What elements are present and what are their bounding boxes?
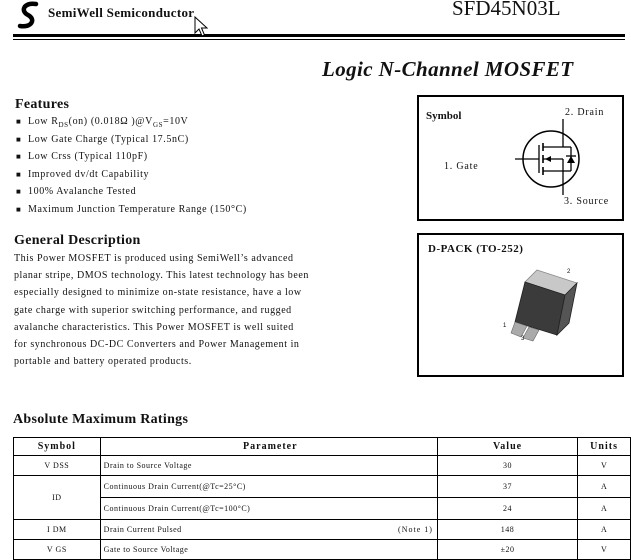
description-line: for synchronous DC-DC Converters and Power Management in [14, 339, 300, 351]
table-row [14, 456, 631, 476]
table-row [14, 498, 631, 520]
unit-cell: A [578, 498, 631, 520]
feature-item: ■ Low $R_{DS}(on)$ (0.018Ω )$@V_{GS}=10V$ [16, 116, 189, 129]
unit-cell: A [578, 520, 631, 540]
source-label: 3. Source [564, 196, 609, 207]
gate-label: 1. Gate [444, 161, 479, 172]
mosfet-symbol-icon [511, 119, 591, 195]
semiwell-logo-icon [14, 1, 44, 29]
package-box [417, 233, 624, 377]
unit-cell: V [578, 540, 631, 560]
table-row [14, 540, 631, 560]
table-row [14, 520, 631, 540]
pin-1-label: 1 [503, 323, 507, 329]
col-header-units: Units [578, 438, 631, 456]
value-cell: 30 [437, 456, 577, 476]
header-rule-thin [13, 39, 625, 40]
description-line: avalanche characteristics. This Power MOSFET is well suited [14, 321, 294, 333]
parameter-cell: Continuous Drain Current(@Tc=25°C) [100, 476, 437, 498]
general-description-text [14, 250, 349, 370]
description-line: gate charge with superior switching performance, and rugged [14, 304, 292, 316]
dpak-package-image-icon [497, 265, 592, 350]
parameter-cell: Continuous Drain Current(@Tc=100°C) [100, 498, 437, 520]
general-description-heading: General Description [14, 233, 141, 248]
note-reference: (Note 1) [398, 525, 433, 534]
pin-2-label: 2 [567, 269, 571, 275]
drain-label: 2. Drain [565, 107, 605, 118]
table-header-row [14, 438, 631, 456]
parameter-cell: Gate to Source Voltage [100, 540, 437, 560]
parameter-cell [100, 520, 437, 540]
value-cell: ±20 [437, 540, 577, 560]
symbol-cell: I DM [14, 520, 101, 540]
table-row [14, 476, 631, 498]
symbol-box [417, 95, 624, 221]
parameter-cell: Drain to Source Voltage [100, 456, 437, 476]
feature-item: ■ Improved dv/dt Capability [16, 168, 150, 180]
feature-item: ■ 100% Avalanche Tested [16, 186, 137, 198]
value-cell: 37 [437, 476, 577, 498]
feature-item: ■ Low Gate Charge (Typical 17.5nC) [16, 133, 189, 145]
description-line: especially designed to minimize on-state resistance, have a low [14, 287, 302, 299]
mouse-cursor-icon [194, 16, 208, 38]
feature-item: ■ Maximum Junction Temperature Range (150°C) [16, 203, 247, 215]
description-line: portable and battery operated products. [14, 356, 192, 368]
symbol-cell: V DSS [14, 456, 101, 476]
description-line: This Power MOSFET is produced using SemiWell’s advanced [14, 253, 294, 264]
unit-cell: A [578, 476, 631, 498]
unit-cell: V [578, 456, 631, 476]
feature-item: ■ Low Crss (Typical 110pF) [16, 151, 148, 163]
header-rule [13, 34, 625, 37]
package-heading: D-PACK (TO-252) [428, 243, 524, 255]
symbol-cell: ID [14, 476, 101, 520]
symbol-heading: Symbol [426, 110, 462, 122]
features-list [16, 113, 247, 219]
value-cell: 148 [437, 520, 577, 540]
col-header-symbol: Symbol [14, 438, 101, 456]
description-line: planar stripe, DMOS technology. This latest technology has been [14, 270, 309, 282]
value-cell: 24 [437, 498, 577, 520]
ratings-heading: Absolute Maximum Ratings [13, 412, 189, 427]
company-name: SemiWell Semiconductor [48, 5, 195, 20]
features-heading: Features [15, 97, 70, 112]
ratings-table [13, 437, 631, 560]
col-header-value: Value [437, 438, 577, 456]
parameter-text: Drain Current Pulsed [103, 525, 182, 534]
symbol-cell: V GS [14, 540, 101, 560]
col-header-parameter: Parameter [100, 438, 437, 456]
document-subtitle: Logic N-Channel MOSFET [322, 57, 574, 81]
pin-3-label: 3 [521, 336, 525, 342]
part-number: SFD45N03L [452, 0, 561, 20]
